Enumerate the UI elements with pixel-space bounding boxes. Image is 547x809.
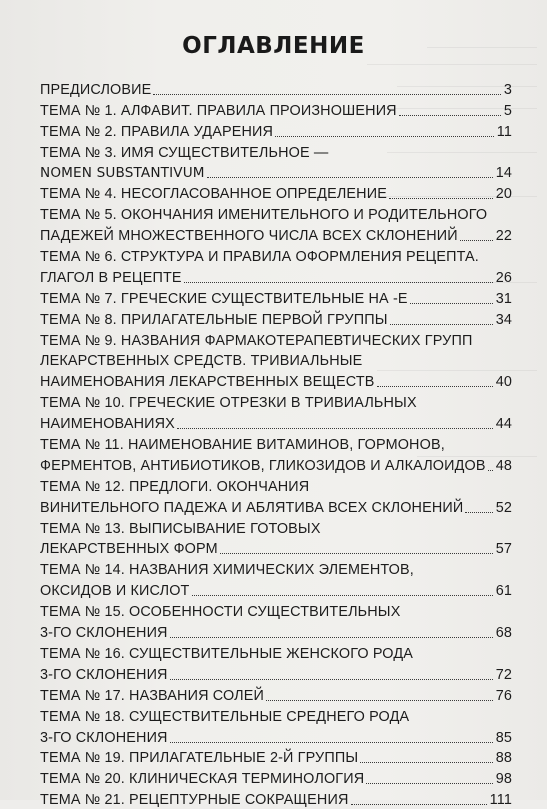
- dot-leader: [351, 804, 487, 805]
- page-number: 48: [495, 457, 512, 474]
- page-number: 22: [495, 228, 512, 245]
- toc-entry-line: [40, 433, 512, 454]
- toc-entry-last-line: [40, 663, 512, 684]
- toc-entry-last-line: [40, 266, 512, 287]
- toc-entry-last-line: [40, 747, 512, 768]
- toc-entry: [40, 120, 512, 141]
- toc-entry: [40, 141, 512, 183]
- toc-entry: [40, 329, 512, 392]
- toc-entry-last-line: [40, 99, 512, 120]
- toc-entry: [40, 747, 512, 768]
- toc-entry-title: ТЕМА № 14. НАЗВАНИЯ ХИМИЧЕСКИХ ЭЛЕМЕНТОВ,: [40, 562, 414, 579]
- toc-entry-line: [40, 558, 512, 579]
- dot-leader: [170, 679, 493, 680]
- toc-entry: [40, 433, 512, 475]
- page-number: 44: [495, 416, 512, 433]
- toc-entry-last-line: [40, 496, 512, 517]
- dot-leader: [465, 512, 492, 513]
- toc-entry-title: ТЕМА № 15. ОСОБЕННОСТИ СУЩЕСТВИТЕЛЬНЫХ: [40, 604, 401, 621]
- toc-entry-line: [40, 245, 512, 266]
- dot-leader: [275, 136, 494, 137]
- toc-entry-last-line: [40, 308, 512, 329]
- dot-leader: [488, 470, 493, 471]
- toc-entry: [40, 705, 512, 747]
- page-number: 72: [495, 666, 512, 683]
- dot-leader: [170, 742, 493, 743]
- dot-leader: [389, 198, 493, 199]
- toc-entry: [40, 767, 512, 788]
- toc-entry-last-line: [40, 78, 512, 99]
- toc-entry-last-line: [40, 287, 512, 308]
- page-number: 20: [495, 186, 512, 203]
- toc-entry-title: НАИМЕНОВАНИЯ ЛЕКАРСТВЕННЫХ ВЕЩЕСТВ: [40, 374, 375, 391]
- toc-entry-title: ЛЕКАРСТВЕННЫХ СРЕДСТВ. ТРИВИАЛЬНЫЕ: [40, 353, 363, 370]
- toc-entry-last-line: [40, 370, 512, 391]
- toc-entry-last-line: [40, 579, 512, 600]
- page-number: 5: [503, 102, 512, 119]
- toc-entry: [40, 600, 512, 642]
- toc-entry-title: ТЕМА № 3. ИМЯ СУЩЕСТВИТЕЛЬНОЕ —: [40, 144, 329, 161]
- dot-leader: [207, 177, 493, 178]
- toc-entry-line: [40, 705, 512, 726]
- toc-entry-title: ТЕМА № 21. РЕЦЕПТУРНЫЕ СОКРАЩЕНИЯ: [40, 792, 349, 809]
- toc-entry-last-line: [40, 224, 512, 245]
- toc-entry-last-line: [40, 788, 512, 809]
- dot-leader: [366, 783, 492, 784]
- toc-entry-line: [40, 141, 512, 162]
- toc-entry-line: [40, 350, 512, 371]
- page-number: 111: [489, 792, 512, 809]
- toc-entry-title: ТЕМА № 12. ПРЕДЛОГИ. ОКОНЧАНИЯ: [40, 478, 310, 495]
- toc-entry-title: ТЕМА № 11. НАИМЕНОВАНИЕ ВИТАМИНОВ, ГОРМОНОВ,: [40, 437, 445, 454]
- toc-entry-title: ТЕМА № 5. ОКОНЧАНИЯ ИМЕНИТЕЛЬНОГО И РОДИТЕЛЬНОГО: [40, 207, 488, 224]
- toc-entry-line: [40, 600, 512, 621]
- dot-leader: [220, 553, 493, 554]
- toc-entry-title: ПРЕДИСЛОВИЕ: [40, 81, 152, 98]
- toc-entry-title: ТЕМА № 20. КЛИНИЧЕСКАЯ ТЕРМИНОЛОГИЯ: [40, 771, 365, 788]
- toc-entry: [40, 245, 512, 287]
- page-number: 98: [495, 771, 512, 788]
- page-number: 34: [495, 311, 512, 328]
- dot-leader: [177, 428, 493, 429]
- toc-entry-line: [40, 391, 512, 412]
- toc-entry-title: ТЕМА № 9. НАЗВАНИЯ ФАРМАКОТЕРАПЕВТИЧЕСКИХ ГРУПП: [40, 332, 473, 349]
- dot-leader: [192, 595, 493, 596]
- toc-entry-title: ТЕМА № 17. НАЗВАНИЯ СОЛЕЙ: [40, 687, 265, 704]
- toc-entry-title: 3-ГО СКЛОНЕНИЯ: [40, 729, 168, 746]
- toc-entry: [40, 203, 512, 245]
- dot-leader: [377, 386, 493, 387]
- toc-entry: [40, 182, 512, 203]
- page-number: 14: [495, 165, 512, 182]
- dot-leader: [460, 240, 493, 241]
- toc-entry-title: ТЕМА № 16. СУЩЕСТВИТЕЛЬНЫЕ ЖЕНСКОГО РОДА: [40, 645, 413, 662]
- toc-entry: [40, 517, 512, 559]
- toc-entry-last-line: [40, 726, 512, 747]
- toc-entry-last-line: [40, 120, 512, 141]
- toc-entry-title: ТЕМА № 4. НЕСОГЛАСОВАННОЕ ОПРЕДЕЛЕНИЕ: [40, 186, 387, 203]
- toc-entry-title: ЛЕКАРСТВЕННЫХ ФОРМ: [40, 541, 218, 558]
- page-number: 57: [495, 541, 512, 558]
- toc-entry-last-line: [40, 538, 512, 559]
- toc-entry-title: ОКСИДОВ И КИСЛОТ: [40, 583, 190, 600]
- toc-entry: [40, 788, 512, 809]
- dot-leader: [153, 94, 500, 95]
- toc-entry-last-line: [40, 684, 512, 705]
- toc-entry-line: [40, 517, 512, 538]
- toc-entry-title: 3-ГО СКЛОНЕНИЯ: [40, 625, 168, 642]
- toc-entry: [40, 78, 512, 99]
- page-number: 3: [503, 81, 512, 98]
- toc-entry-last-line: [40, 621, 512, 642]
- toc-entry-title: ТЕМА № 19. ПРИЛАГАТЕЛЬНЫЕ 2-Й ГРУППЫ: [40, 750, 359, 767]
- page-number: 26: [495, 269, 512, 286]
- toc-entry: [40, 99, 512, 120]
- page-number: 11: [496, 123, 512, 140]
- page-number: 52: [495, 499, 512, 516]
- toc-entry: [40, 558, 512, 600]
- toc-entry-title: ТЕМА № 1. АЛФАВИТ. ПРАВИЛА ПРОИЗНОШЕНИЯ: [40, 102, 397, 119]
- toc-entry-last-line: [40, 767, 512, 788]
- toc-entry-title: 3-ГО СКЛОНЕНИЯ: [40, 666, 168, 683]
- page-number: 40: [495, 374, 512, 391]
- toc-entry: [40, 684, 512, 705]
- toc-entry-line: [40, 329, 512, 350]
- toc-entry-title: ТЕМА № 8. ПРИЛАГАТЕЛЬНЫЕ ПЕРВОЙ ГРУППЫ: [40, 311, 388, 328]
- toc-entry-line: [40, 203, 512, 224]
- toc-entry: [40, 475, 512, 517]
- dot-leader: [184, 282, 493, 283]
- toc-entry-title: ПАДЕЖЕЙ МНОЖЕСТВЕННОГО ЧИСЛА ВСЕХ СКЛОНЕНИЙ: [40, 228, 458, 245]
- page-number: 88: [495, 750, 512, 767]
- dot-leader: [410, 303, 493, 304]
- page-number: 85: [495, 729, 512, 746]
- toc-entry-title: NOMEN SUBSTANTIVUM: [40, 165, 205, 182]
- toc-entry-title: ГЛАГОЛ В РЕЦЕПТЕ: [40, 269, 182, 286]
- dot-leader: [360, 762, 492, 763]
- toc-entry-last-line: [40, 454, 512, 475]
- toc-entry: [40, 391, 512, 433]
- toc-entry-title: ВИНИТЕЛЬНОГО ПАДЕЖА И АБЛЯТИВА ВСЕХ СКЛОНЕНИЙ: [40, 499, 464, 516]
- dot-leader: [266, 700, 493, 701]
- toc-entry: [40, 642, 512, 684]
- toc-entry-last-line: [40, 162, 512, 183]
- toc-entry-title: ТЕМА № 18. СУЩЕСТВИТЕЛЬНЫЕ СРЕДНЕГО РОДА: [40, 708, 410, 725]
- toc-entry-line: [40, 475, 512, 496]
- toc-entry-title: ТЕМА № 13. ВЫПИСЫВАНИЕ ГОТОВЫХ: [40, 520, 321, 537]
- toc-entry-title: ТЕМА № 7. ГРЕЧЕСКИЕ СУЩЕСТВИТЕЛЬНЫЕ НА -Е: [40, 290, 408, 307]
- page-number: 68: [495, 625, 512, 642]
- toc-entry-last-line: [40, 182, 512, 203]
- table-of-contents: [40, 78, 512, 809]
- page-number: 31: [495, 290, 512, 307]
- dot-leader: [390, 324, 493, 325]
- toc-entry-title: ТЕМА № 10. ГРЕЧЕСКИЕ ОТРЕЗКИ В ТРИВИАЛЬНЫХ: [40, 395, 417, 412]
- toc-entry-last-line: [40, 412, 512, 433]
- page-title: ОГЛАВЛЕНИЕ: [182, 33, 365, 59]
- dot-leader: [399, 115, 501, 116]
- toc-entry-title: НАИМЕНОВАНИЯХ: [40, 416, 175, 433]
- toc-entry-line: [40, 642, 512, 663]
- page-number: 61: [495, 583, 512, 600]
- toc-entry-title: ТЕМА № 6. СТРУКТУРА И ПРАВИЛА ОФОРМЛЕНИЯ РЕЦЕПТА.: [40, 249, 479, 266]
- toc-entry-title: ТЕМА № 2. ПРАВИЛА УДАРЕНИЯ: [40, 123, 274, 140]
- page-number: 76: [495, 687, 512, 704]
- dot-leader: [170, 637, 493, 638]
- toc-entry: [40, 287, 512, 308]
- toc-entry: [40, 308, 512, 329]
- toc-entry-title: ФЕРМЕНТОВ, АНТИБИОТИКОВ, ГЛИКОЗИДОВ И АЛКАЛОИДОВ: [40, 457, 486, 474]
